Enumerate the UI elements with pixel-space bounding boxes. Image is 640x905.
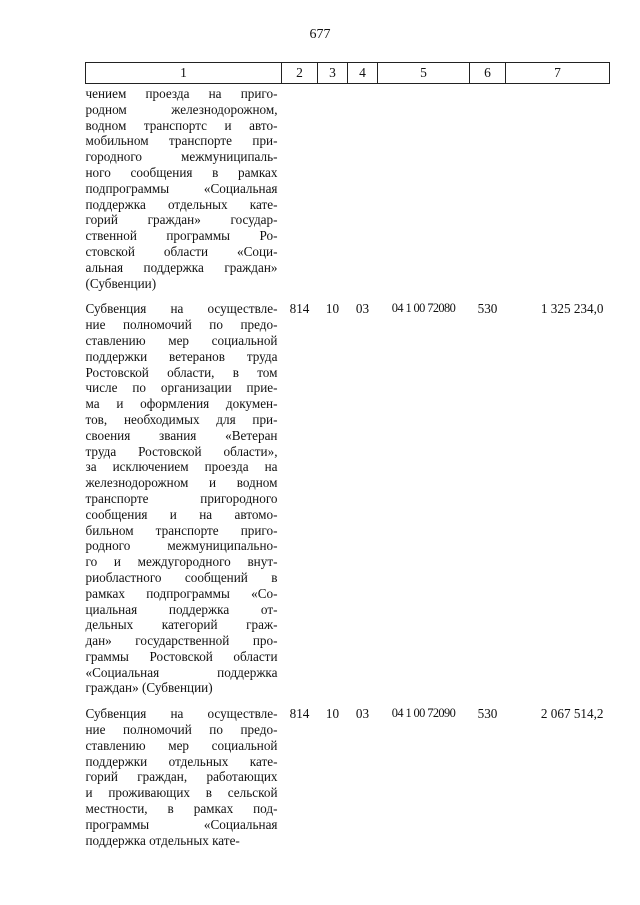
kvsr-cell	[282, 84, 318, 292]
description-line: поддержка отдельных кате-	[85, 196, 278, 212]
section-cell	[318, 84, 348, 292]
description-line: горий граждан, работающих	[85, 769, 278, 785]
description-line: сообщения и на автомо-	[85, 506, 278, 522]
expense-type-cell: 530	[477, 301, 498, 317]
description-line: поддержки ветеранов труда	[85, 348, 278, 364]
description-line: подпрограммы «Социальная	[85, 180, 278, 196]
description-line: ственной программы Ро-	[85, 228, 278, 244]
description-line: городного межмуниципаль-	[85, 149, 278, 165]
description-line: (Субвенции)	[85, 275, 157, 291]
description-line: граждан» (Субвенции)	[85, 680, 213, 696]
description-line: горий граждан» государ-	[85, 212, 278, 228]
table-row	[86, 84, 610, 292]
kvsr-cell: 814	[289, 301, 310, 317]
description-line: ставлению мер социальной	[85, 332, 278, 348]
amount-cell: 2 067 514,2	[540, 706, 604, 722]
description-line: дельных категорий граж-	[85, 617, 278, 633]
column-header-4: 4	[348, 63, 378, 84]
description-line: стовской области «Соци-	[85, 243, 278, 259]
description-line: водном транспортс и авто-	[85, 117, 278, 133]
description-cell	[86, 291, 282, 696]
description-line: дан» государственной про-	[85, 633, 278, 649]
description-line: железнодорожном и водном	[85, 475, 278, 491]
target-article-cell: 04 1 00 72080	[391, 301, 456, 316]
description-line: го и междугородного внут-	[85, 554, 278, 570]
description-line: ставлению мер социальной	[85, 737, 278, 753]
description-line: ма и оформления докумен-	[85, 396, 278, 412]
expense-type-cell	[470, 84, 506, 292]
description-line: местности, в рамках под-	[85, 801, 278, 817]
column-header-3: 3	[318, 63, 348, 84]
description-line: альная поддержка граждан»	[85, 259, 278, 275]
subsection-cell	[348, 84, 378, 292]
section-cell: 10	[325, 301, 340, 317]
description-line: Ростовской области, в том	[85, 364, 278, 380]
column-number-row	[86, 63, 610, 84]
column-header-7: 7	[506, 63, 610, 84]
description-line: Субвенция на осуществле-	[85, 706, 278, 722]
description-line: своения звания «Ветеран	[85, 427, 278, 443]
description-line: чением проезда на приго-	[85, 86, 278, 101]
column-header-2: 2	[282, 63, 318, 84]
column-header-1: 1	[86, 63, 282, 84]
column-header-5: 5	[378, 63, 470, 84]
expense-type-cell: 530	[477, 706, 498, 722]
description-line: транспорте пригородного	[85, 490, 278, 506]
amount-cell: 1 325 234,0	[540, 301, 604, 317]
target-article-cell: 04 1 00 72090	[391, 706, 456, 721]
description-line: риобластного сообщений в	[85, 569, 278, 585]
description-line: ного сообщения в рамках	[85, 164, 278, 180]
description-line: ние полномочий по предо-	[85, 722, 278, 738]
description-line: поддержки отдельных кате-	[85, 753, 278, 769]
description-line: родном железнодорожном,	[85, 101, 278, 117]
description-line: циальная поддержка от-	[85, 601, 278, 617]
column-header-6: 6	[470, 63, 506, 84]
description-line: граммы Ростовской области	[85, 648, 278, 664]
description-line: родного межмуниципально-	[85, 538, 278, 554]
section-cell: 10	[325, 706, 340, 722]
table-row	[86, 696, 610, 848]
description-line: за исключением проезда на	[85, 459, 278, 475]
kvsr-cell: 814	[289, 706, 310, 722]
description-line: программы «Социальная	[85, 816, 278, 832]
table-row	[86, 291, 610, 696]
table-body	[86, 84, 610, 849]
description-line: числе по организации прие-	[85, 380, 278, 396]
description-cell	[86, 696, 282, 848]
description-line: и проживающих в сельской	[85, 785, 278, 801]
description-line: тов, необходимых для при-	[85, 411, 278, 427]
description-line: мобильном транспорте при-	[85, 133, 278, 149]
description-line: бильном транспорте приго-	[85, 522, 278, 538]
description-line: рамках подпрограммы «Со-	[85, 585, 278, 601]
description-line: поддержка отдельных кате-	[85, 832, 240, 848]
description-line: Субвенция на осуществле-	[85, 301, 278, 317]
description-line: «Социальная поддержка	[85, 664, 278, 680]
description-cell	[86, 84, 282, 292]
target-article-cell	[378, 84, 470, 292]
budget-table	[85, 62, 610, 848]
amount-cell	[506, 84, 610, 292]
page-number: 677	[309, 27, 331, 42]
subsection-cell: 03	[355, 706, 370, 722]
description-line: труда Ростовской области»,	[85, 443, 278, 459]
subsection-cell: 03	[355, 301, 370, 317]
description-line: ние полномочий по предо-	[85, 317, 278, 333]
